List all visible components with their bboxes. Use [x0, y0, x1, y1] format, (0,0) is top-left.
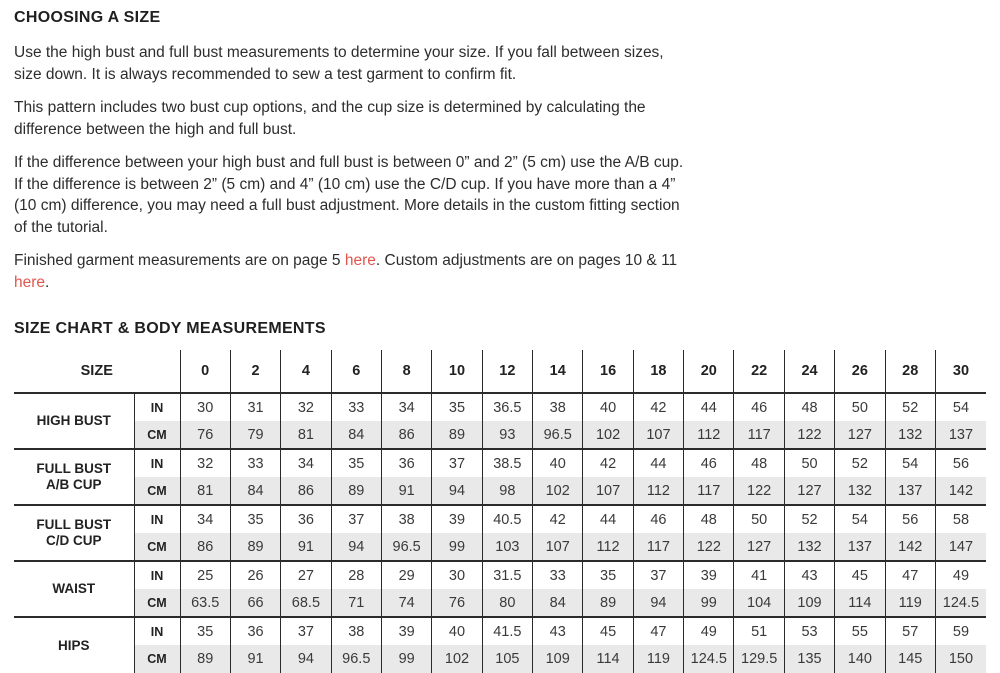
paragraph-measure-instructions: Use the high bust and full bust measurements to determine your size. If you fall between sizes, size down. It is always recommended to sew a test garment to confirm fit. — [14, 44, 664, 83]
measurement-value-in: 54 — [885, 449, 935, 477]
measurement-value-in: 53 — [784, 617, 834, 645]
measurement-value-cm: 109 — [533, 645, 583, 673]
measurement-value-in: 46 — [684, 449, 734, 477]
size-column-header: 18 — [633, 350, 683, 393]
measurement-value-in: 44 — [633, 449, 683, 477]
measurement-value-in: 38 — [533, 393, 583, 421]
size-column-header: 16 — [583, 350, 633, 393]
measurement-value-in: 32 — [180, 449, 230, 477]
measurement-value-in: 58 — [935, 505, 986, 533]
measurement-value-cm: 94 — [432, 477, 482, 505]
measurement-value-cm: 109 — [784, 589, 834, 617]
measurement-value-in: 37 — [633, 561, 683, 589]
measurement-value-in: 49 — [935, 561, 986, 589]
measurement-value-cm: 107 — [533, 533, 583, 561]
paragraph-text-segment: . Custom adjustments are on pages 10 & 11 — [375, 252, 678, 269]
measurement-value-in: 36 — [230, 617, 280, 645]
measurement-value-in: 34 — [381, 393, 431, 421]
measurement-value-in: 40 — [432, 617, 482, 645]
size-header-row — [14, 350, 986, 393]
measurement-row-in — [14, 505, 986, 533]
measurement-value-cm: 112 — [583, 533, 633, 561]
measurement-value-in: 47 — [633, 617, 683, 645]
measurement-value-in: 59 — [935, 617, 986, 645]
measurement-value-cm: 94 — [331, 533, 381, 561]
measurement-value-cm: 84 — [230, 477, 280, 505]
measurement-value-cm: 89 — [583, 589, 633, 617]
measurement-value-cm: 142 — [935, 477, 986, 505]
measurement-value-in: 46 — [734, 393, 784, 421]
measurement-value-cm: 102 — [432, 645, 482, 673]
custom-adjustments-link[interactable]: here — [14, 273, 46, 291]
measurement-value-in: 40 — [583, 393, 633, 421]
unit-label-cm: CM — [134, 421, 180, 449]
measurement-value-cm: 147 — [935, 533, 986, 561]
measurement-value-in: 39 — [432, 505, 482, 533]
measurement-value-cm: 107 — [583, 477, 633, 505]
measurement-value-cm: 89 — [331, 477, 381, 505]
measurement-label — [14, 505, 134, 561]
measurement-value-cm: 117 — [684, 477, 734, 505]
measurement-value-cm: 119 — [633, 645, 683, 673]
measurement-value-cm: 107 — [633, 421, 683, 449]
measurement-value-in: 46 — [633, 505, 683, 533]
measurement-value-in: 52 — [784, 505, 834, 533]
measurement-value-cm: 114 — [835, 589, 885, 617]
measurement-row-cm — [14, 533, 986, 561]
size-column-header: 30 — [935, 350, 986, 393]
measurement-label — [14, 561, 134, 617]
measurement-value-in: 36 — [281, 505, 331, 533]
measurement-value-in: 38 — [331, 617, 381, 645]
measurement-value-in: 54 — [935, 393, 986, 421]
measurement-value-in: 40.5 — [482, 505, 532, 533]
measurement-value-in: 35 — [583, 561, 633, 589]
choosing-a-size-heading: CHOOSING A SIZE — [14, 9, 161, 26]
measurement-value-cm: 98 — [482, 477, 532, 505]
measurement-value-cm: 80 — [482, 589, 532, 617]
measurement-value-in: 42 — [533, 505, 583, 533]
measurement-value-cm: 127 — [784, 477, 834, 505]
measurement-value-cm: 105 — [482, 645, 532, 673]
measurement-value-in: 30 — [180, 393, 230, 421]
measurement-value-cm: 89 — [432, 421, 482, 449]
measurement-value-cm: 102 — [583, 421, 633, 449]
measurement-value-cm: 81 — [180, 477, 230, 505]
measurement-value-cm: 112 — [633, 477, 683, 505]
size-corner-label: SIZE — [80, 363, 113, 379]
measurement-value-cm: 104 — [734, 589, 784, 617]
measurement-value-cm: 112 — [684, 421, 734, 449]
measurement-value-in: 48 — [784, 393, 834, 421]
measurement-value-in: 40 — [533, 449, 583, 477]
measurement-value-cm: 74 — [381, 589, 431, 617]
measurement-value-in: 39 — [684, 561, 734, 589]
measurement-value-in: 52 — [885, 393, 935, 421]
measurement-value-in: 29 — [381, 561, 431, 589]
measurement-value-in: 48 — [734, 449, 784, 477]
measurement-value-in: 37 — [432, 449, 482, 477]
measurement-value-cm: 66 — [230, 589, 280, 617]
measurement-value-in: 28 — [331, 561, 381, 589]
measurement-value-in: 33 — [230, 449, 280, 477]
measurement-label-line: HIGH BUST — [36, 413, 111, 428]
measurement-row-cm — [14, 477, 986, 505]
size-column-header: 4 — [281, 350, 331, 393]
measurement-row-cm — [14, 645, 986, 673]
measurement-value-cm: 132 — [784, 533, 834, 561]
measurement-value-in: 43 — [533, 617, 583, 645]
measurement-value-in: 37 — [331, 505, 381, 533]
measurement-value-cm: 114 — [583, 645, 633, 673]
measurement-row-cm — [14, 589, 986, 617]
measurement-value-in: 38.5 — [482, 449, 532, 477]
measurement-value-in: 49 — [684, 617, 734, 645]
measurement-value-cm: 79 — [230, 421, 280, 449]
measurement-value-cm: 91 — [281, 533, 331, 561]
measurement-value-in: 37 — [281, 617, 331, 645]
paragraph-cup-difference: If the difference between your high bust and full bust is between 0” and 2” (5 cm) use the A/B cup. If the difference is between 2” (5 cm) and 4” (10 cm) use the C/D cup. If you have more than a 4” (10 cm) difference, you may need a full bust adjustment. More details in the custom fitting section of the tutorial. — [14, 154, 684, 236]
size-column-header: 14 — [533, 350, 583, 393]
measurement-value-in: 56 — [935, 449, 986, 477]
measurement-value-in: 35 — [180, 617, 230, 645]
measurement-value-cm: 91 — [381, 477, 431, 505]
table-header — [14, 350, 986, 393]
paragraph-links — [14, 250, 692, 293]
measurement-value-cm: 86 — [281, 477, 331, 505]
measurement-value-cm: 132 — [835, 477, 885, 505]
measurement-value-cm: 99 — [684, 589, 734, 617]
measurement-label — [14, 617, 134, 673]
measurement-row-in — [14, 449, 986, 477]
measurement-value-cm: 117 — [633, 533, 683, 561]
measurement-value-in: 42 — [583, 449, 633, 477]
measurement-value-in: 47 — [885, 561, 935, 589]
measurement-value-in: 55 — [835, 617, 885, 645]
measurement-value-cm: 150 — [935, 645, 986, 673]
size-column-header: 10 — [432, 350, 482, 393]
unit-label-in: IN — [134, 505, 180, 533]
measurement-row-in — [14, 617, 986, 645]
measurement-value-cm: 142 — [885, 533, 935, 561]
measurement-value-in: 41 — [734, 561, 784, 589]
measurement-value-cm: 76 — [180, 421, 230, 449]
measurement-value-cm: 140 — [835, 645, 885, 673]
size-column-header: 24 — [784, 350, 834, 393]
paragraph-cup-options: This pattern includes two bust cup options, and the cup size is determined by calculating the difference between the high and full bust. — [14, 99, 646, 138]
measurement-value-in: 45 — [835, 561, 885, 589]
measurement-value-cm: 137 — [835, 533, 885, 561]
measurement-value-in: 43 — [784, 561, 834, 589]
measurement-value-in: 31.5 — [482, 561, 532, 589]
measurement-value-cm: 81 — [281, 421, 331, 449]
paragraph-text-segment: Finished garment measurements are on page 5 — [14, 252, 345, 269]
measurement-value-cm: 86 — [381, 421, 431, 449]
size-column-header: 22 — [734, 350, 784, 393]
measurement-value-cm: 124.5 — [684, 645, 734, 673]
measurement-label-line: C/D CUP — [45, 533, 102, 548]
measurement-value-in: 41.5 — [482, 617, 532, 645]
measurement-value-in: 33 — [533, 561, 583, 589]
measurement-value-in: 30 — [432, 561, 482, 589]
measurement-value-cm: 122 — [784, 421, 834, 449]
unit-label-cm: CM — [134, 533, 180, 561]
measurement-value-cm: 86 — [180, 533, 230, 561]
size-column-header: 28 — [885, 350, 935, 393]
unit-label-in: IN — [134, 561, 180, 589]
unit-label-in: IN — [134, 393, 180, 421]
measurement-value-in: 39 — [381, 617, 431, 645]
size-column-header: 6 — [331, 350, 381, 393]
unit-label-cm: CM — [134, 589, 180, 617]
size-column-header: 12 — [482, 350, 532, 393]
measurement-value-cm: 132 — [885, 421, 935, 449]
measurement-value-cm: 102 — [533, 477, 583, 505]
measurement-label — [14, 449, 134, 505]
measurement-row-in — [14, 393, 986, 421]
measurement-value-in: 31 — [230, 393, 280, 421]
measurement-value-cm: 127 — [835, 421, 885, 449]
measurement-value-in: 36.5 — [482, 393, 532, 421]
measurement-label-line: FULL BUST — [36, 517, 112, 532]
measurement-value-cm: 117 — [734, 421, 784, 449]
measurement-label-line: A/B CUP — [45, 477, 102, 492]
measurement-value-in: 34 — [281, 449, 331, 477]
measurement-value-cm: 84 — [533, 589, 583, 617]
measurement-value-cm: 145 — [885, 645, 935, 673]
measurement-value-in: 50 — [835, 393, 885, 421]
measurement-value-cm: 76 — [432, 589, 482, 617]
table-body — [14, 393, 986, 673]
measurement-label — [14, 393, 134, 449]
measurement-value-in: 57 — [885, 617, 935, 645]
measurement-value-cm: 94 — [281, 645, 331, 673]
measurement-value-in: 44 — [583, 505, 633, 533]
measurement-value-in: 56 — [885, 505, 935, 533]
measurement-label-line: WAIST — [52, 581, 96, 596]
measurement-value-in: 45 — [583, 617, 633, 645]
unit-label-in: IN — [134, 617, 180, 645]
measurement-value-cm: 96.5 — [381, 533, 431, 561]
measurement-row-cm — [14, 421, 986, 449]
measurement-value-cm: 135 — [784, 645, 834, 673]
measurement-value-in: 38 — [381, 505, 431, 533]
measurement-value-in: 32 — [281, 393, 331, 421]
measurement-value-in: 35 — [432, 393, 482, 421]
measurement-value-in: 50 — [784, 449, 834, 477]
measurement-value-in: 35 — [230, 505, 280, 533]
measurement-value-in: 50 — [734, 505, 784, 533]
measurement-value-cm: 89 — [180, 645, 230, 673]
size-column-header: 0 — [180, 350, 230, 393]
measurement-value-in: 25 — [180, 561, 230, 589]
measurement-label-line: HIPS — [57, 637, 90, 653]
measurement-value-cm: 127 — [734, 533, 784, 561]
measurement-value-cm: 119 — [885, 589, 935, 617]
measurement-value-cm: 96.5 — [533, 421, 583, 449]
measurement-value-in: 27 — [281, 561, 331, 589]
measurement-value-cm: 89 — [230, 533, 280, 561]
measurement-value-in: 42 — [633, 393, 683, 421]
measurement-value-cm: 129.5 — [734, 645, 784, 673]
measurement-value-in: 26 — [230, 561, 280, 589]
measurement-value-cm: 122 — [684, 533, 734, 561]
measurement-value-cm: 124.5 — [935, 589, 986, 617]
measurement-value-cm: 122 — [734, 477, 784, 505]
measurement-value-cm: 91 — [230, 645, 280, 673]
measurement-value-in: 35 — [331, 449, 381, 477]
measurement-value-in: 52 — [835, 449, 885, 477]
measurement-value-in: 34 — [180, 505, 230, 533]
measurement-label-line: FULL BUST — [36, 461, 112, 476]
size-column-header: 20 — [684, 350, 734, 393]
measurement-value-in: 44 — [684, 393, 734, 421]
measurement-value-cm: 71 — [331, 589, 381, 617]
measurement-value-cm: 96.5 — [331, 645, 381, 673]
measurement-value-cm: 63.5 — [180, 589, 230, 617]
measurement-value-cm: 103 — [482, 533, 532, 561]
unit-label-cm: CM — [134, 645, 180, 673]
measurement-value-cm: 84 — [331, 421, 381, 449]
size-chart-heading: SIZE CHART & BODY MEASUREMENTS — [14, 320, 326, 337]
paragraph-text-segment: . — [45, 273, 50, 291]
measurement-value-in: 51 — [734, 617, 784, 645]
measurement-value-in: 33 — [331, 393, 381, 421]
size-column-header: 2 — [230, 350, 280, 393]
measurement-value-cm: 137 — [885, 477, 935, 505]
measurement-value-in: 54 — [835, 505, 885, 533]
unit-label-cm: CM — [134, 477, 180, 505]
measurement-value-cm: 93 — [482, 421, 532, 449]
size-column-header: 26 — [835, 350, 885, 393]
size-chart-table — [14, 350, 986, 673]
measurement-value-in: 36 — [381, 449, 431, 477]
measurement-value-cm: 94 — [633, 589, 683, 617]
measurement-row-in — [14, 561, 986, 589]
measurement-value-cm: 68.5 — [281, 589, 331, 617]
size-column-header: 8 — [381, 350, 431, 393]
measurement-value-in: 48 — [684, 505, 734, 533]
measurement-value-cm: 99 — [381, 645, 431, 673]
unit-label-in: IN — [134, 449, 180, 477]
measurement-value-cm: 137 — [935, 421, 986, 449]
finished-measurements-link[interactable]: here — [344, 252, 376, 269]
measurement-value-cm: 99 — [432, 533, 482, 561]
